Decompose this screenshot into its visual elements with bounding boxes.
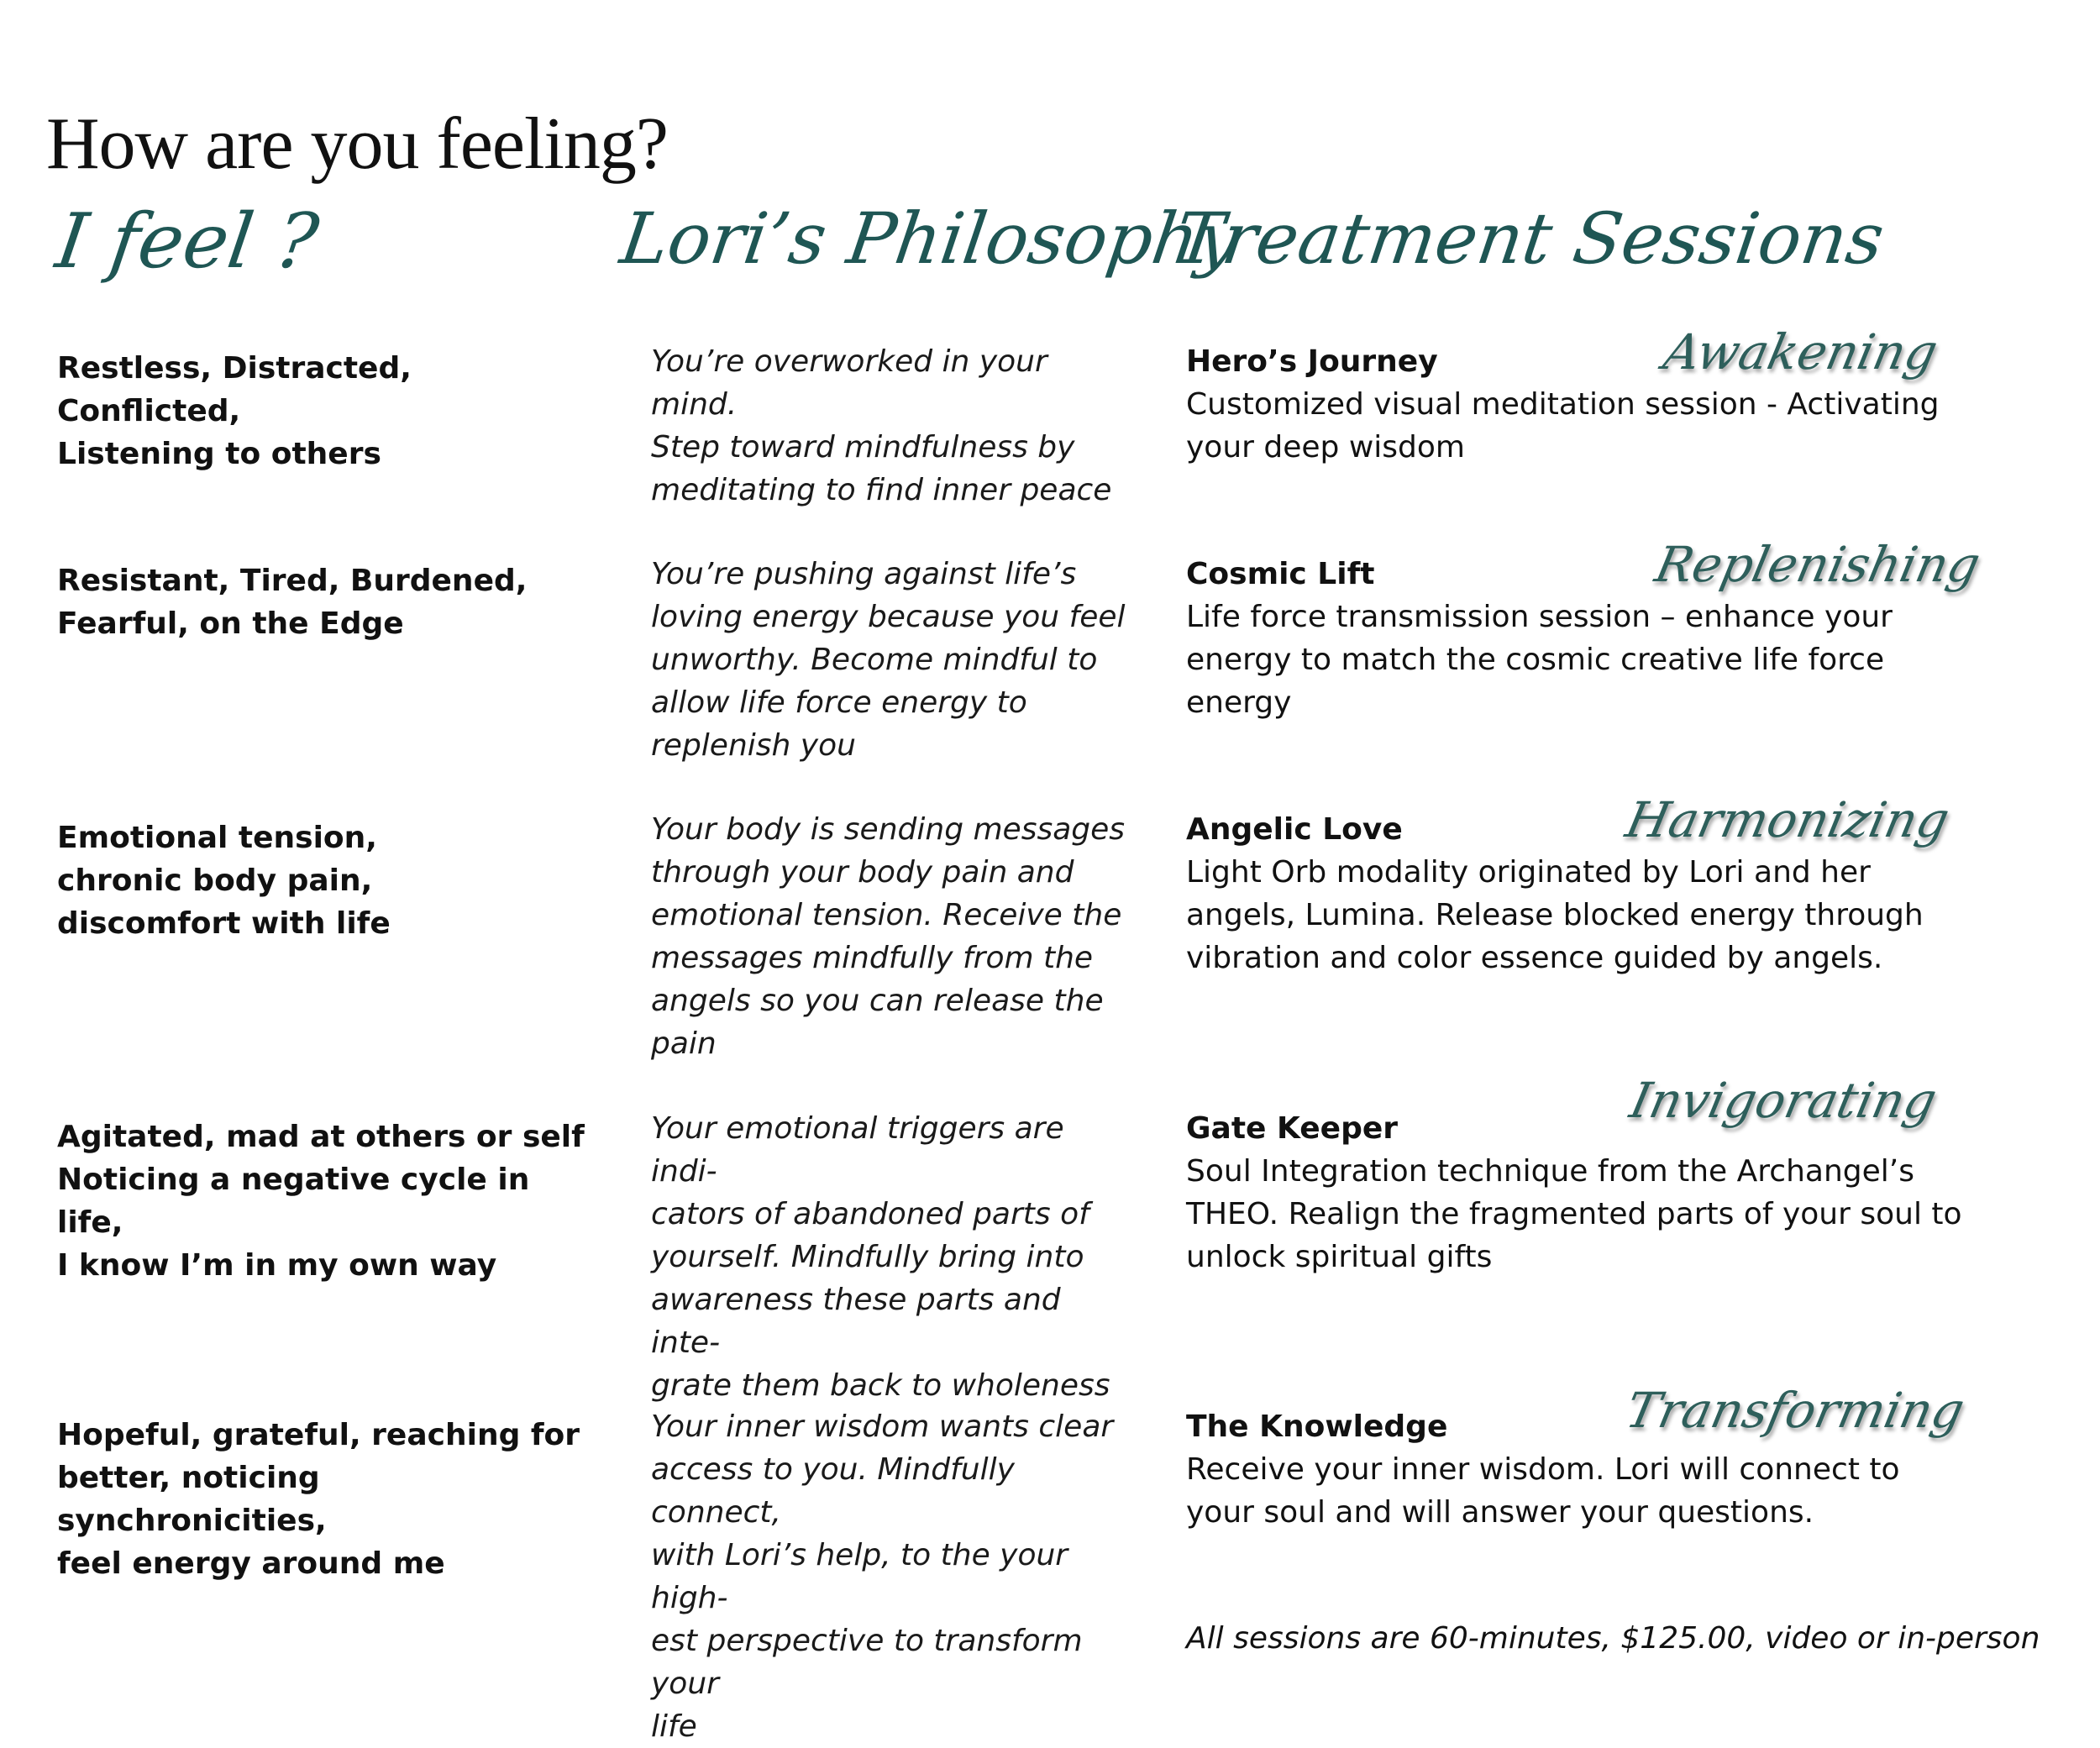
- session-description: Receive your inner wisdom. Lori will connect to your soul and will answer your questions.: [1186, 1452, 1900, 1530]
- philosophy-text: Your inner wisdom wants clear access to you. Mindfully connect, with Lori’s help, to the your high- est perspective to transform your life: [651, 1409, 1114, 1744]
- session-effect: Replenishing: [1650, 536, 1986, 593]
- heading-philosophy: Lori’s Philosophy: [616, 197, 1244, 280]
- session-description: Soul Integration technique from the Archangel’s THEO. Realign the fragmented parts of your soul to unlock spiritual gifts: [1186, 1154, 1962, 1274]
- page-title: How are you feeling?: [46, 102, 668, 185]
- feeling-text: Agitated, mad at others or self Noticing a negative cycle in life, I know I’m in my own way: [57, 1120, 585, 1283]
- philosophy-text: Your emotional triggers are indi- cators of abandoned parts of yourself. Mindfully bring into awareness these parts and inte- grate them back to wholeness: [651, 1111, 1110, 1403]
- feeling-text: Restless, Distracted, Conflicted, Listening to others: [57, 351, 412, 471]
- pricing-note: All sessions are 60-minutes, $125.00, video or in-person: [1186, 1621, 2040, 1656]
- philosophy-text: You’re overworked in your mind. Step toward mindfulness by meditating to find inner peace: [651, 344, 1112, 507]
- feeling-text: Hopeful, grateful, reaching for better, noticing synchronicities, feel energy around me: [57, 1418, 580, 1581]
- session-effect: Awakening: [1658, 323, 1943, 381]
- philosophy-text: Your body is sending messages through your body pain and emotional tension. Receive the messages mindfully from the angels so you can release the pain: [651, 812, 1126, 1061]
- session-name: Gate Keeper: [1186, 1111, 1399, 1146]
- feeling-text: Resistant, Tired, Burdened, Fearful, on the Edge: [57, 564, 528, 641]
- heading-i-feel: I feel ?: [50, 197, 324, 286]
- session-name: Angelic Love: [1186, 812, 1403, 847]
- session-description: Life force transmission session – enhance your energy to match the cosmic creative life force energy: [1186, 600, 1893, 720]
- treatment-block: [1186, 791, 2026, 979]
- treatment-block: [1186, 323, 2026, 469]
- session-effect: Harmonizing: [1620, 791, 1955, 848]
- treatment-block: [1186, 1382, 2026, 1534]
- session-description: Light Orb modality originated by Lori and her angels, Lumina. Release blocked energy through vibration and color essence guided by angels.: [1186, 855, 1924, 975]
- session-effect: Transforming: [1620, 1382, 1970, 1439]
- treatment-block: [1186, 536, 2026, 724]
- session-name: Cosmic Lift: [1186, 557, 1375, 591]
- session-description: Customized visual meditation session - Activating your deep wisdom: [1186, 387, 1940, 465]
- feeling-text: Emotional tension, chronic body pain, discomfort with life: [57, 821, 391, 941]
- treatment-block: [1186, 1072, 2026, 1278]
- philosophy-text: You’re pushing against life’s loving energy because you feel unworthy. Become mindful to allow life force energy to replenish you: [651, 557, 1126, 763]
- session-effect: Invigorating: [1625, 1072, 1942, 1129]
- session-name: Hero’s Journey: [1186, 344, 1438, 379]
- session-name: The Knowledge: [1186, 1409, 1448, 1444]
- heading-treatment-sessions: Treatment Sessions: [1170, 197, 1889, 280]
